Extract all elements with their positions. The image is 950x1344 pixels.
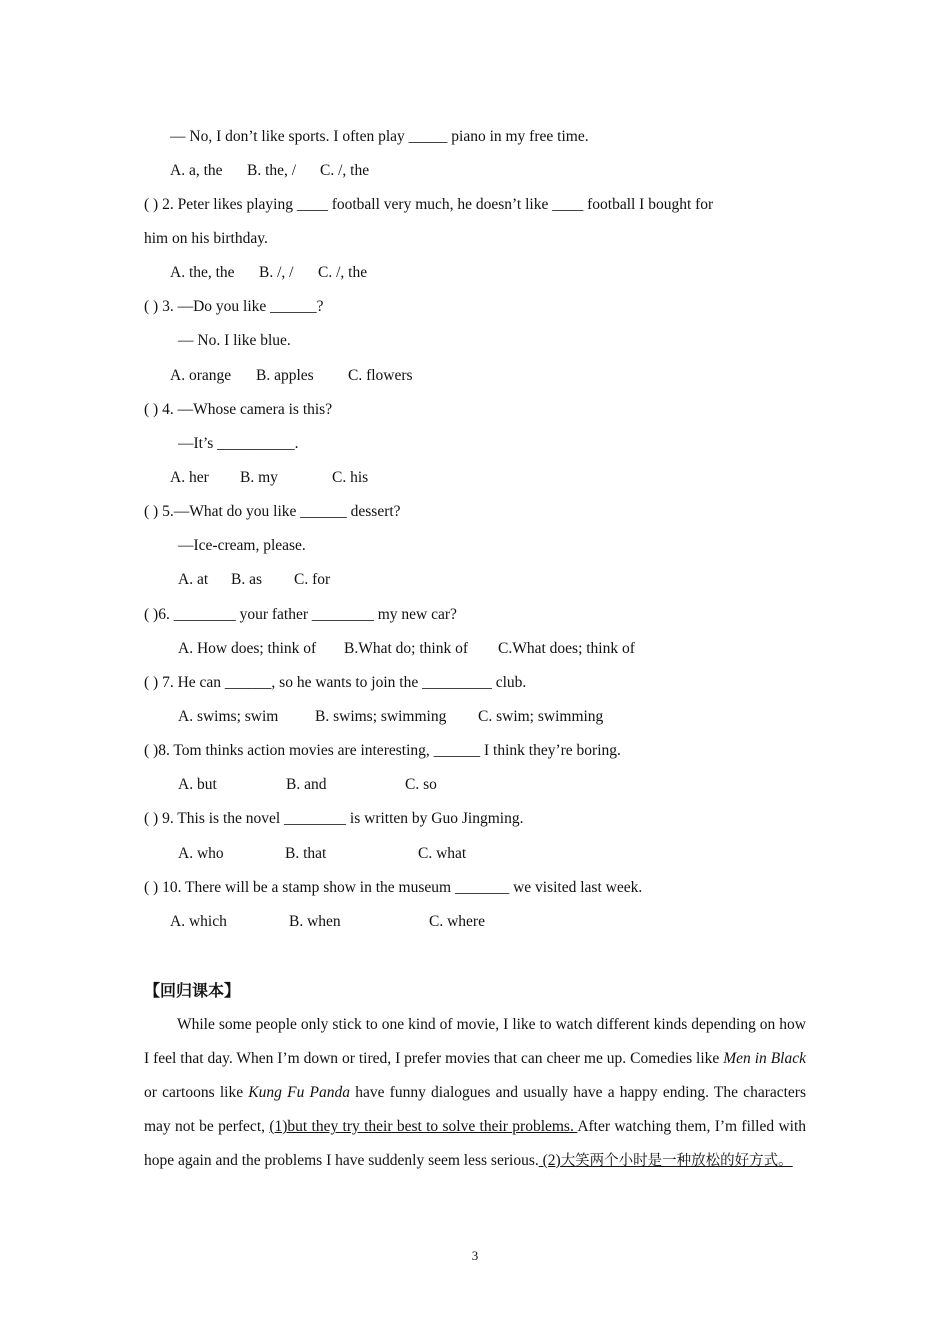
q2-option-b: B. /, / (259, 264, 294, 281)
underlined-sentence-2-chinese: 大笑两个小时是一种放松的好方式。 (560, 1153, 793, 1169)
q1-option-b: B. the, / (247, 162, 297, 179)
q6-stem: ( )6. ________ your father ________ my new car? (144, 606, 457, 623)
q6-option-c: C.What does; think of (498, 640, 635, 657)
underlined-marker-2: (2) (538, 1152, 561, 1169)
q10-option-a: A. which (170, 913, 227, 930)
q2-stem-continued: him on his birthday. (144, 230, 268, 247)
q7-stem: ( ) 7. He can ______, so he wants to join the _________ club. (144, 674, 527, 691)
q4-option-b: B. my (240, 469, 278, 486)
q3-stem: ( ) 3. —Do you like ______? (144, 298, 324, 315)
q7-option-a: A. swims; swim (178, 708, 279, 725)
q2-stem: ( ) 2. Peter likes playing ____ football very much, he doesn’t like ____ football I bought for (144, 196, 714, 213)
movie-title-kung-fu-panda: Kung Fu Panda (248, 1084, 350, 1101)
q6-option-a: A. How does; think of (178, 640, 317, 657)
q3-option-c: C. flowers (348, 367, 413, 384)
q10-option-b: B. when (289, 913, 341, 930)
q4-answer-line: —It’s __________. (178, 435, 299, 452)
q5-answer-line: —Ice-cream, please. (178, 537, 306, 554)
q4-option-c: C. his (332, 469, 369, 486)
q9-option-b: B. that (285, 845, 327, 862)
q9-stem: ( ) 9. This is the novel ________ is written by Guo Jingming. (144, 810, 524, 827)
q5-stem: ( ) 5.—What do you like ______ dessert? (144, 503, 401, 520)
q10-option-c: C. where (429, 913, 485, 930)
q4-stem: ( ) 4. —Whose camera is this? (144, 401, 333, 418)
passage-text-4: After watching them, I’m filled with hope again and the problems I have suddenly seem less serious. (144, 1118, 806, 1169)
q5-option-c: C. for (294, 571, 331, 588)
q8-option-a: A. but (178, 776, 217, 793)
q5-option-b: B. as (231, 571, 262, 588)
q2-option-c: C. /, the (318, 264, 368, 281)
reading-passage (144, 1008, 806, 1178)
movie-title-men-in-black: Men in Black (723, 1050, 806, 1067)
q1-option-c: C. /, the (320, 162, 370, 179)
passage-paragraph (144, 1008, 806, 1178)
q6-option-b: B.What do; think of (344, 640, 468, 657)
q4-option-a: A. her (170, 469, 209, 486)
q1-answer-line: — No, I don’t like sports. I often play _____ piano in my free time. (170, 128, 589, 145)
page-number: 3 (471, 1248, 479, 1263)
q8-stem: ( )8. Tom thinks action movies are interesting, ______ I think they’re boring. (144, 742, 621, 759)
q1-option-a: A. a, the (170, 162, 223, 179)
q7-option-b: B. swims; swimming (315, 708, 447, 725)
q3-option-a: A. orange (170, 367, 232, 384)
passage-text-3: have funny dialogues and usually have a happy ending. The characters may not be perfect, (144, 1084, 806, 1135)
passage-text-2: or cartoons like (144, 1084, 249, 1101)
q9-option-c: C. what (418, 845, 467, 862)
q5-option-a: A. at (178, 571, 209, 588)
q2-option-a: A. the, the (170, 264, 235, 281)
q8-option-b: B. and (286, 776, 327, 793)
passage-text-1: While some people only stick to one kind of movie, I like to watch different kinds depending on how I feel that day. When I’m down or tired, I prefer movies that can cheer me up. Comedies like (144, 1016, 806, 1067)
q3-answer-line: — No. I like blue. (178, 332, 291, 349)
underlined-sentence-1: (1)but they try their best to solve their problems. (269, 1118, 578, 1135)
q9-option-a: A. who (178, 845, 224, 862)
q10-stem: ( ) 10. There will be a stamp show in the museum _______ we visited last week. (144, 879, 643, 896)
q8-option-c: C. so (405, 776, 437, 793)
q7-option-c: C. swim; swimming (478, 708, 604, 725)
section-heading: 【回归课本】 (144, 981, 241, 1000)
q3-option-b: B. apples (256, 367, 314, 384)
